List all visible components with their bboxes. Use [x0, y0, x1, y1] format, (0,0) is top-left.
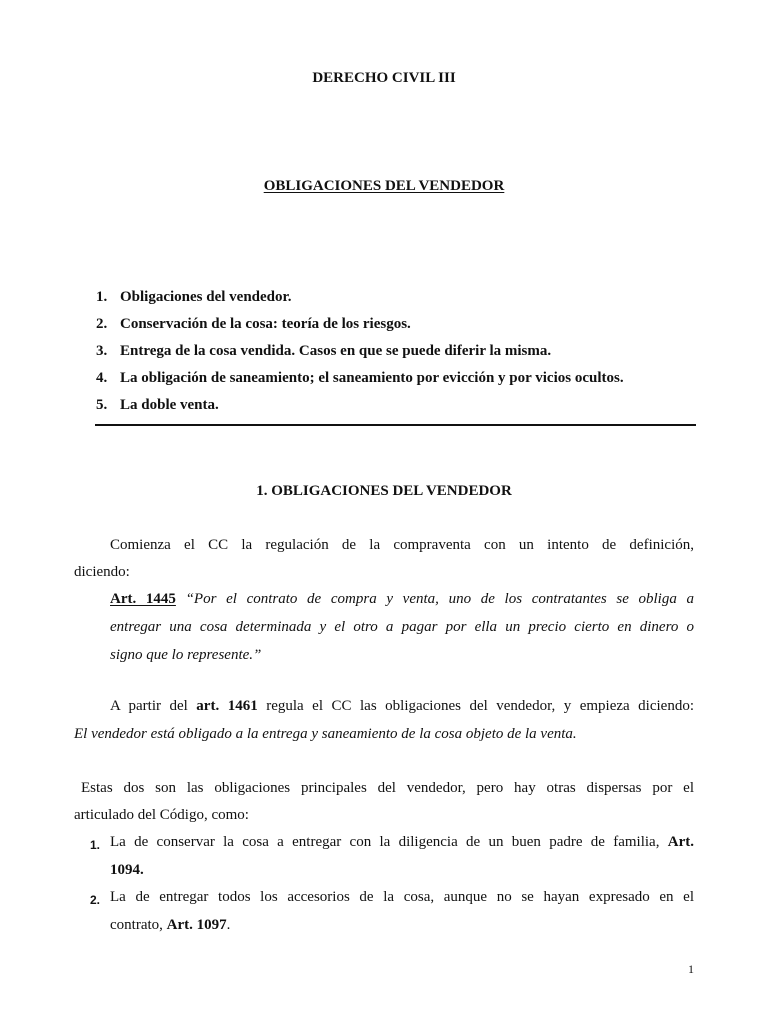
toc-item [96, 316, 411, 333]
document-subtitle [0, 178, 768, 195]
subtitle-text: OBLIGACIONES DEL VENDEDOR [263, 178, 505, 194]
toc-number: 2. [96, 316, 108, 332]
list-item-line: La de entregar todos los accesorios de la cosa, aunque no se hayan expresado en el [110, 889, 694, 905]
paragraph-line: El vendedor está obligado a la entrega y saneamiento de la cosa objeto de la venta. [74, 726, 577, 742]
toc-text: Entrega de la cosa vendida. Casos en que se puede diferir la misma. [120, 343, 552, 359]
article-quote-text: “Por el contrato de compra y venta, uno de los contratantes se obliga a [185, 591, 695, 607]
toc-text: Obligaciones del vendedor. [120, 289, 292, 305]
document-title: DERECHO CIVIL III [312, 70, 456, 86]
toc-item [96, 343, 551, 360]
text: regula el CC las obligaciones del vendedor, y empieza diciendo: [257, 698, 694, 714]
toc-item [96, 289, 292, 306]
paragraph-line [110, 698, 694, 715]
intro-paragraph-line: Comienza el CC la regulación de la compraventa con un intento de definición, [110, 537, 694, 553]
article-label: Art. 1445 [110, 591, 176, 607]
article-quote-line: entregar una cosa determinada y el otro a pagar por ella un precio cierto en dinero o [110, 619, 694, 635]
intro-paragraph-line: diciendo: [74, 564, 130, 580]
toc-number: 5. [96, 397, 108, 413]
toc-item [96, 397, 219, 414]
section-divider [95, 424, 696, 426]
toc-text: La obligación de saneamiento; el saneamiento por evicción y por vicios ocultos. [120, 370, 624, 386]
list-item-line: 1094. [110, 862, 144, 878]
list-item-line [110, 834, 694, 851]
list-number: 2. [90, 893, 101, 907]
text: contrato, [110, 917, 167, 933]
article-reference: art. 1461 [196, 698, 258, 714]
toc-text: La doble venta. [120, 397, 219, 413]
section-heading: 1. OBLIGACIONES DEL VENDEDOR [256, 483, 512, 499]
list-number: 1. [90, 838, 101, 852]
article-reference: Art. 1097 [166, 917, 227, 933]
paragraph-line: articulado del Código, como: [74, 807, 249, 823]
text: La de conservar la cosa a entregar con la diligencia de un buen padre de familia, [110, 834, 660, 850]
toc-number: 1. [96, 289, 108, 305]
text: . [226, 917, 231, 933]
article-quote-line: signo que lo represente.” [110, 647, 262, 663]
toc-item [96, 370, 624, 387]
list-item-line [110, 917, 230, 934]
toc-number: 4. [96, 370, 108, 386]
toc-number: 3. [96, 343, 108, 359]
text: A partir del [110, 698, 197, 714]
paragraph-line: Estas dos son las obligaciones principales del vendedor, pero hay otras dispersas por el [81, 780, 694, 796]
page-number: 1 [688, 962, 694, 976]
article-reference: Art. [667, 834, 695, 850]
article-quote-line [110, 591, 694, 608]
toc-text: Conservación de la cosa: teoría de los riesgos. [120, 316, 411, 332]
